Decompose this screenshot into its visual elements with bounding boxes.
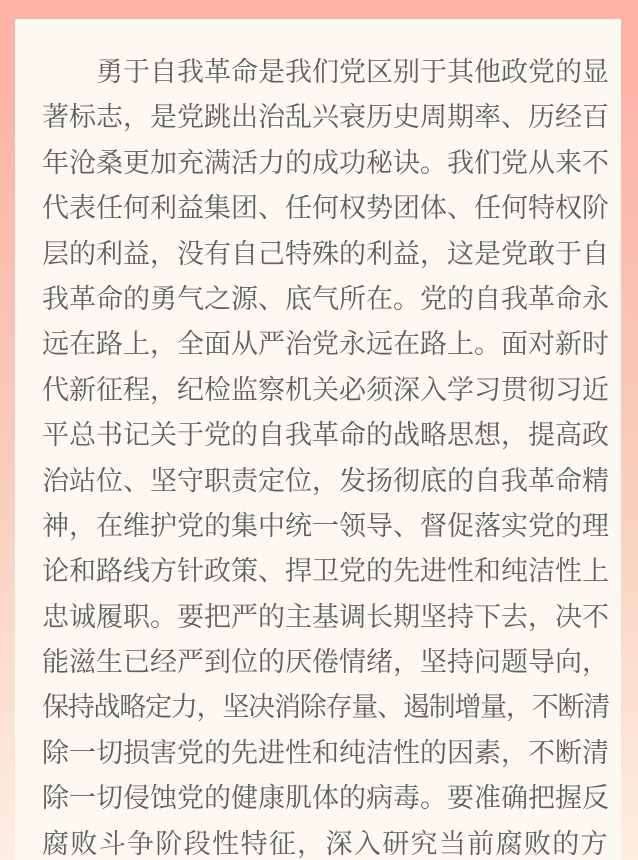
paragraph-line: 腐败斗争阶段性特征，深入研究当前腐败的方	[42, 828, 609, 859]
paragraph-line: 论和路线方针政策、捍卫党的先进性和纯洁性上	[42, 556, 609, 587]
paragraph-line: 著标志，是党跳出治乱兴衰历史周期率、历经百	[42, 102, 609, 133]
paragraph-line: 代表任何利益集团、任何权势团体、任何特权阶	[42, 193, 609, 224]
article-paragraph	[42, 50, 609, 860]
paragraph-line: 平总书记关于党的自我革命的战略思想，提高政	[42, 420, 609, 451]
paragraph-line: 能滋生已经严到位的厌倦情绪，坚持问题导向，	[42, 647, 609, 678]
paragraph-line: 神，在维护党的集中统一领导、督促落实党的理	[42, 510, 609, 541]
paragraph-line: 除一切损害党的先进性和纯洁性的因素，不断清	[42, 737, 609, 768]
paragraph-line: 我革命的勇气之源、底气所在。党的自我革命永	[42, 283, 609, 314]
paragraph-line: 代新征程，纪检监察机关必须深入学习贯彻习近	[42, 374, 609, 405]
paragraph-line: 保持战略定力，坚决消除存量、遏制增量，不断清	[42, 692, 609, 723]
paragraph-line: 除一切侵蚀党的健康肌体的病毒。要准确把握反	[42, 783, 609, 814]
paragraph-line: 勇于自我革命是我们党区别于其他政党的显	[42, 57, 609, 87]
paragraph-line: 忠诚履职。要把严的主基调长期坚持下去，决不	[42, 601, 609, 632]
paragraph-line: 远在路上，全面从严治党永远在路上。面对新时	[42, 329, 609, 360]
article-card	[15, 19, 621, 860]
paragraph-line: 年沧桑更加充满活力的成功秘诀。我们党从来不	[42, 147, 609, 178]
paragraph-line: 层的利益，没有自己特殊的利益，这是党敢于自	[42, 238, 609, 269]
paragraph-line: 治站位、坚守职责定位，发扬彻底的自我革命精	[42, 465, 609, 496]
